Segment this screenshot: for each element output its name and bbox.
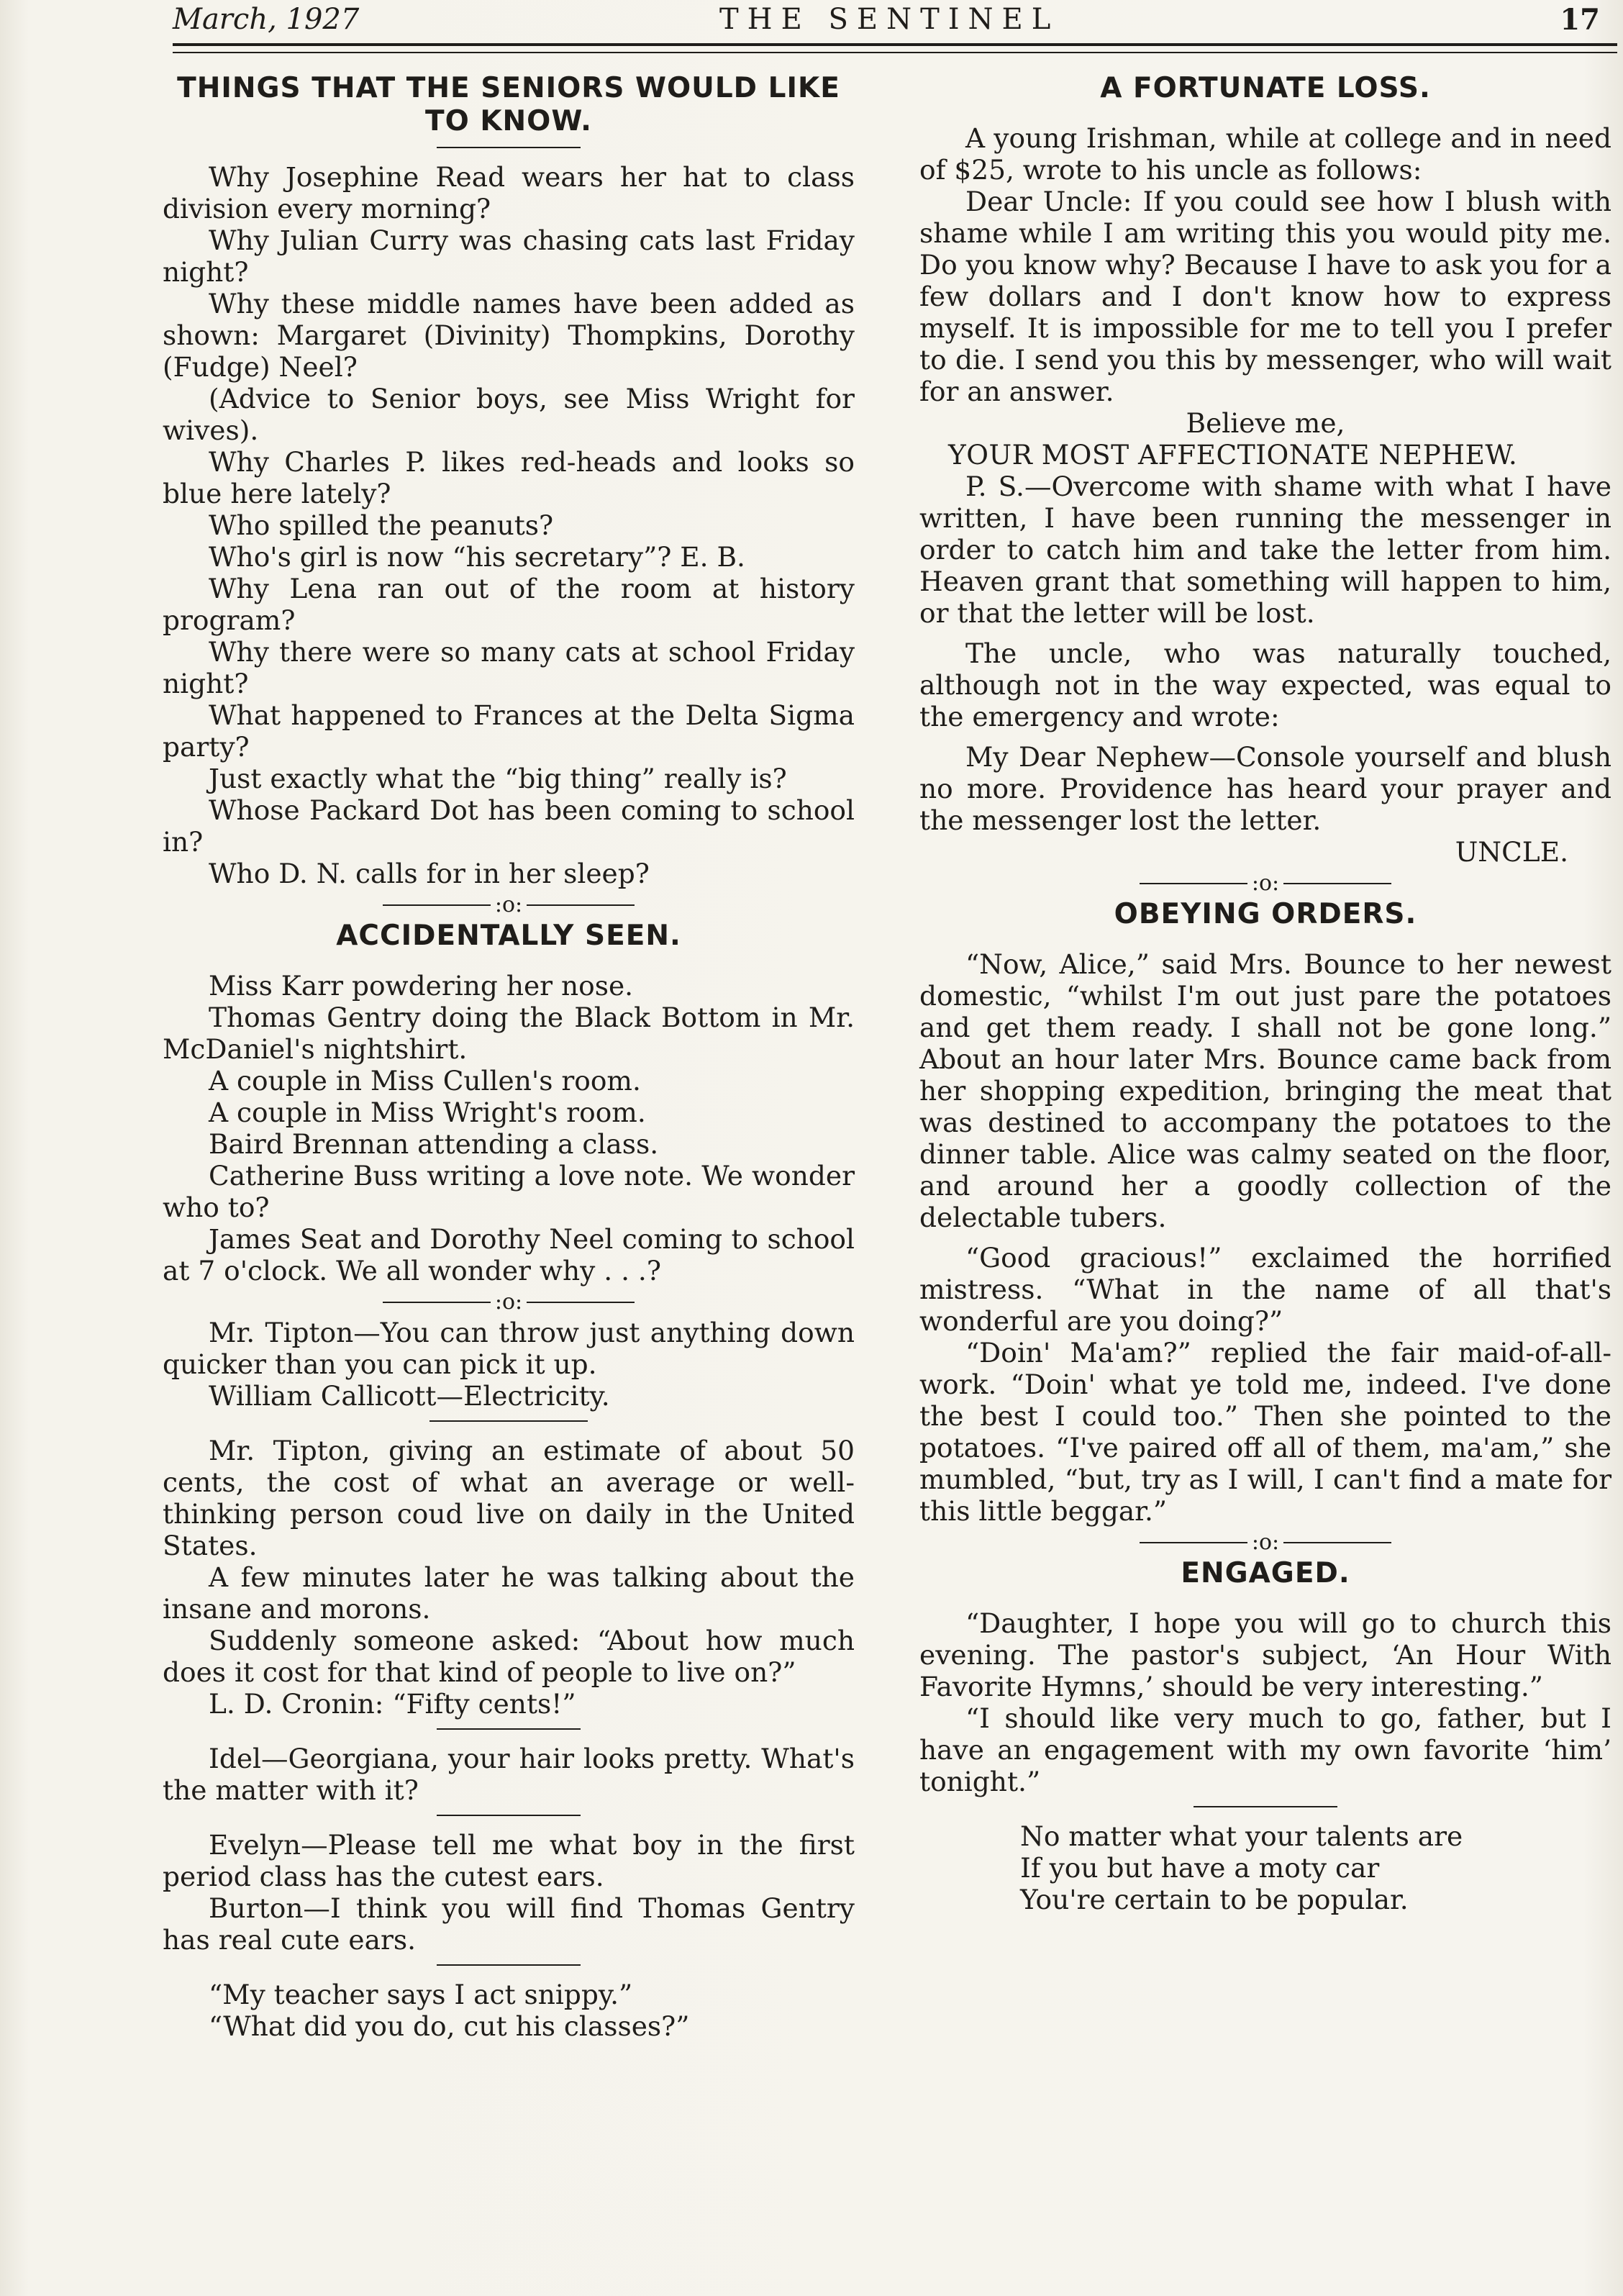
letter-signoff: YOUR MOST AFFECTIONATE NEPHEW. (948, 439, 1518, 471)
letter-closing: Believe me, (1186, 407, 1345, 439)
divider (429, 1420, 588, 1422)
divider (437, 1964, 581, 1966)
list-item: Why Josephine Read wears her hat to class division every morning? (163, 161, 855, 224)
section-separator: :o: (163, 1289, 855, 1315)
letter-body: Dear Uncle: If you could see how I blush with shame while I am writing this you would pity me. Do you know why? Because I have to ask you for a few dollars and I don't know how to express myself. It is impossible for me to tell you I prefer to die. I send you this by messenger, who will wait for an answer. (919, 186, 1611, 407)
tipton-joke: Mr. Tipton—You can throw just anything down quicker than you can pick it up. (163, 1317, 855, 1380)
divider (437, 1815, 581, 1816)
accidentally-list (163, 970, 855, 1287)
estimate-story (163, 1435, 855, 1720)
publication-title: THE SENTINEL (719, 3, 1060, 36)
list-item: A couple in Miss Wright's room. (209, 1097, 646, 1128)
reply-body: My Dear Nephew—Console yourself and blush no more. Providence has heard your prayer and the messenger lost the letter. (919, 741, 1611, 836)
divider (1194, 1806, 1337, 1807)
poem-line: No matter what your talents are (1020, 1820, 1463, 1852)
list-item: Who D. N. calls for in her sleep? (209, 858, 650, 889)
paragraph: “I should like very much to go, father, but I have an engagement with my own favorite ‘him’ tonight.” (919, 1702, 1611, 1797)
list-item: Why these middle names have been added as shown: Margaret (Divinity) Thompkins, Dorothy (Fudge) Neel? (163, 288, 855, 383)
paragraph: “Daughter, I hope you will go to church this evening. The pastor's subject, ‘An Hour With Favorite Hymns,’ should be very interesting.” (919, 1607, 1611, 1702)
reply-signoff: UNCLE. (1455, 836, 1568, 868)
seniors-list (163, 161, 855, 889)
poem-line: You're certain to be popular. (1020, 1884, 1409, 1915)
header-rule (173, 43, 1617, 46)
obeying-heading: OBEYING ORDERS. (1114, 898, 1417, 930)
paragraph: “Good gracious!” exclaimed the horrified mistress. “What in the name of all that's wonderful are you doing?” (919, 1242, 1611, 1337)
section-separator: :o: (163, 892, 855, 918)
list-item: Who spilled the peanuts? (209, 509, 554, 541)
issue-date: March, 1927 (173, 3, 360, 36)
right-column (919, 72, 1611, 1915)
paragraph: A few minutes later he was talking about the insane and morons. (163, 1561, 855, 1625)
list-item: James Seat and Dorothy Neel coming to school at 7 o'clock. We all wonder why . . .? (163, 1223, 855, 1287)
page-number: 17 (1560, 3, 1600, 37)
snippy-joke: “My teacher says I act snippy.” (209, 1979, 633, 2010)
list-item: Catherine Buss writing a love note. We wonder who to? (163, 1160, 855, 1223)
left-column (163, 72, 855, 2042)
burton-answer: Burton—I think you will find Thomas Gentry has real cute ears. (163, 1892, 855, 1956)
paragraph: “Now, Alice,” said Mrs. Bounce to her newest domestic, “whilst I'm out just pare the potatoes and get them ready. I shall not be gone long.” About an hour later Mrs. Bounce came back from her shopping expedition, bringing the meat that was destined to accompany the potatoes to the dinner table. Alice was calmy seated on the floor, and around her a goodly collection of the delectable tubers. (919, 948, 1611, 1233)
list-item: Who's girl is now “his secretary”? E. B. (209, 541, 745, 573)
accidentally-heading: ACCIDENTALLY SEEN. (336, 920, 681, 952)
divider (437, 1728, 581, 1730)
list-item: Why there were so many cats at school Friday night? (163, 636, 855, 699)
poem (1020, 1820, 1611, 1915)
paragraph: A young Irishman, while at college and in need of $25, wrote to his uncle as follows: (919, 122, 1611, 186)
list-item: Whose Packard Dot has been coming to school in? (163, 794, 855, 858)
list-item: Baird Brennan attending a class. (209, 1128, 659, 1160)
tipton-joke-answer: William Callicott—Electricity. (209, 1380, 610, 1412)
page-header (173, 3, 1600, 43)
list-item: Why Julian Curry was chasing cats last Friday night? (163, 224, 855, 288)
paragraph: “Doin' Ma'am?” replied the fair maid-of-all-work. “Doin' what ye told me, indeed. I've done the best I could too.” Then she pointed to the potatoes. “I've paired off all of them, ma'am,” she mumbled, “but, try as I will, I can't find a mate for this little beggar.” (919, 1337, 1611, 1527)
paragraph: Mr. Tipton, giving an estimate of about 50 cents, the cost of what an average or well-thinking person coud live on daily in the United States. (163, 1435, 855, 1561)
list-item: Thomas Gentry doing the Black Bottom in Mr. McDaniel's nightshirt. (163, 1002, 855, 1065)
engaged-heading: ENGAGED. (1181, 1557, 1350, 1589)
snippy-answer: “What did you do, cut his classes?” (209, 2010, 690, 2042)
paragraph: Suddenly someone asked: “About how much does it cost for that kind of people to live on?” (163, 1625, 855, 1688)
postscript: P. S.—Overcome with shame with what I have written, I have been running the messenger in order to catch him and take the letter from him. Heaven grant that something will happen to him, or that the letter will be lost. (919, 471, 1611, 629)
section-separator: :o: (919, 871, 1611, 897)
divider (437, 147, 581, 148)
list-item: Just exactly what the “big thing” really is? (209, 763, 787, 794)
idel-joke: Idel—Georgiana, your hair looks pretty. What's the matter with it? (163, 1743, 855, 1806)
list-item: What happened to Frances at the Delta Sigma party? (163, 699, 855, 763)
fortunate-heading: A FORTUNATE LOSS. (1100, 72, 1431, 104)
list-item: Why Charles P. likes red-heads and looks so blue here lately? (163, 446, 855, 509)
section-separator: :o: (919, 1530, 1611, 1556)
paragraph: L. D. Cronin: “Fifty cents!” (209, 1688, 576, 1720)
seniors-heading: THINGS THAT THE SENIORS WOULD LIKE TO KNOW. (177, 72, 840, 137)
header-rule-thin (173, 52, 1617, 53)
poem-line: If you but have a moty car (1020, 1852, 1380, 1884)
list-item: Miss Karr powdering her nose. (209, 970, 634, 1002)
list-item: (Advice to Senior boys, see Miss Wright for wives). (163, 383, 855, 446)
paragraph: The uncle, who was naturally touched, although not in the way expected, was equal to the emergency and wrote: (919, 637, 1611, 732)
list-item: Why Lena ran out of the room at history program? (163, 573, 855, 636)
evelyn-joke: Evelyn—Please tell me what boy in the first period class has the cutest ears. (163, 1829, 855, 1892)
list-item: A couple in Miss Cullen's room. (209, 1065, 641, 1097)
